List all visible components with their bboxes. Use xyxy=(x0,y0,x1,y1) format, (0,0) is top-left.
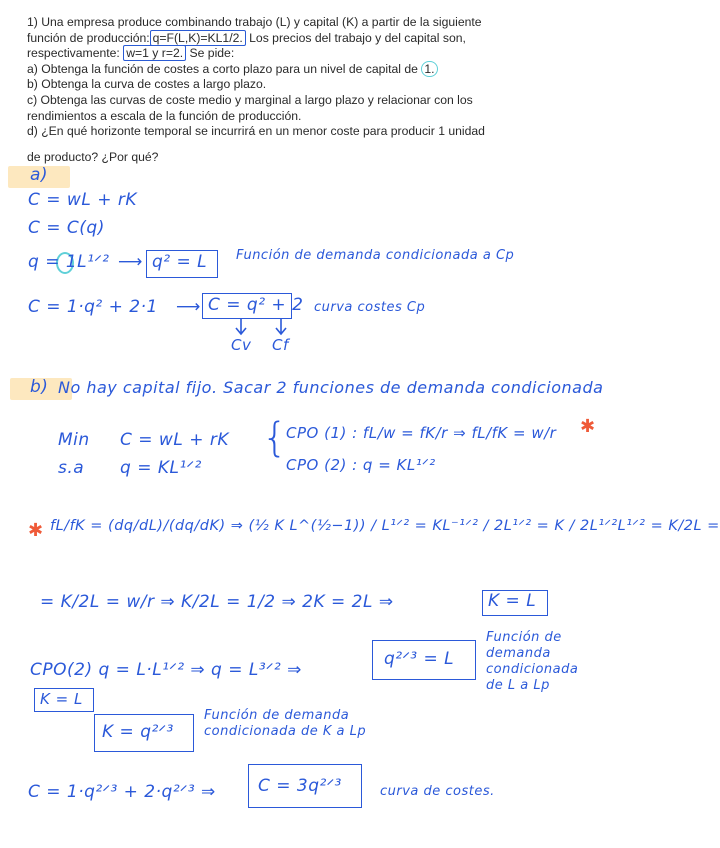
short-run-cost-curve: C = q² + 2 xyxy=(208,295,304,315)
subject-to-label: s.a xyxy=(58,458,85,478)
short-run-cost-note: curva costes Cp xyxy=(314,300,426,315)
labor-demand-short-run: q² = L xyxy=(152,252,208,272)
problem-line-4-pre: a) Obtenga la función de costes a corto plazo para un nivel de capital de xyxy=(27,61,418,76)
variable-cost-label: Cv xyxy=(231,336,252,354)
problem-line-5: b) Obtenga la curva de costes a largo plazo. xyxy=(27,77,267,92)
cpo-2: CPO (2) : q = KL¹ᐟ² xyxy=(286,456,436,474)
problem-line-3-post: Se pide: xyxy=(189,46,235,61)
short-run-cost-substitution: C = 1·q² + 2·1 xyxy=(28,297,158,317)
prices-box: w=1 y r=2. xyxy=(123,45,186,61)
asterisk-2-icon: ✱ xyxy=(28,520,44,541)
short-run-production: q = 1L¹ᐟ² xyxy=(28,252,110,272)
production-function-box: q=F(L,K)=KL1/2. xyxy=(150,30,246,46)
long-run-cost-curve: C = 3q²ᐟ³ xyxy=(258,776,342,796)
problem-line-1: 1) Una empresa produce combinando trabajo (L) y capital (K) a partir de la siguiente xyxy=(27,15,482,29)
labor-demand-note: Función de demanda condicionada a Cp xyxy=(236,248,515,263)
cost-function-q: C = C(q) xyxy=(28,218,105,238)
k-equals-l: K = L xyxy=(488,591,537,611)
cpo-1: CPO (1) : fL/w = fK/r ⇒ fL/fK = w/r xyxy=(286,424,557,442)
min-label: Min xyxy=(58,430,90,450)
fixed-cost-label: Cf xyxy=(272,336,289,354)
labor-demand-long-run-note: Función de demanda condicionada de L a Lp xyxy=(486,630,579,693)
cost-identity: C = wL + rK xyxy=(28,190,137,210)
system-brace: { xyxy=(262,415,288,461)
capital-demand-long-run: K = q²ᐟ³ xyxy=(102,722,174,742)
long-run-cost-substitution: C = 1·q²ᐟ³ + 2·q²ᐟ³ ⇒ xyxy=(28,782,216,802)
labor-demand-long-run: q²ᐟ³ = L xyxy=(384,649,455,669)
problem-line-8: d) ¿En qué horizonte temporal se incurrirá en un menor coste para producir 1 unidad xyxy=(27,124,485,139)
section-b-label: b) xyxy=(30,377,49,397)
problem-line-3-pre: respectivamente: xyxy=(27,46,120,61)
long-run-cost-note: curva de costes. xyxy=(380,784,495,799)
problem-line-2-post: Los precios del trabajo y del capital son, xyxy=(249,30,466,45)
k-equals-l-small: K = L xyxy=(40,690,83,708)
ratio-equation: = K/2L = w/r ⇒ K/2L = 1/2 ⇒ 2K = 2L ⇒ xyxy=(40,592,394,612)
arrow-1: ⟶ xyxy=(118,252,143,272)
problem-line-9: de producto? ¿Por qué? xyxy=(27,149,159,164)
marginal-product-ratio: fL/fK = (dq/dL)/(dq/dK) ⇒ (½ K L^(½−1)) / L¹ᐟ² = KL⁻¹ᐟ² / 2L¹ᐟ² = K / 2L¹ᐟ²L¹ᐟ² = K/2L = xyxy=(50,518,720,534)
cpo-2-substitution: CPO(2) q = L·L¹ᐟ² ⇒ q = L³ᐟ² ⇒ xyxy=(30,660,302,680)
section-b-heading: No hay capital fijo. Sacar 2 funciones de demanda condicionada xyxy=(58,378,604,397)
asterisk-1-icon: ✱ xyxy=(580,416,596,437)
production-constraint: q = KL¹ᐟ² xyxy=(120,458,202,478)
arrow-2: ⟶ xyxy=(176,297,201,317)
capital-demand-note: Función de demanda condicionada de K a Lp xyxy=(204,708,367,739)
problem-line-2-pre: función de producción: xyxy=(27,30,150,45)
problem-line-6: c) Obtenga las curvas de coste medio y marginal a largo plazo y relacionar con los xyxy=(27,92,473,107)
capital-level-circle: 1. xyxy=(421,61,437,77)
objective-cost: C = wL + rK xyxy=(120,430,229,450)
section-a-label: a) xyxy=(30,165,49,185)
problem-line-7: rendimientos a escala de la función de producción. xyxy=(27,108,302,123)
